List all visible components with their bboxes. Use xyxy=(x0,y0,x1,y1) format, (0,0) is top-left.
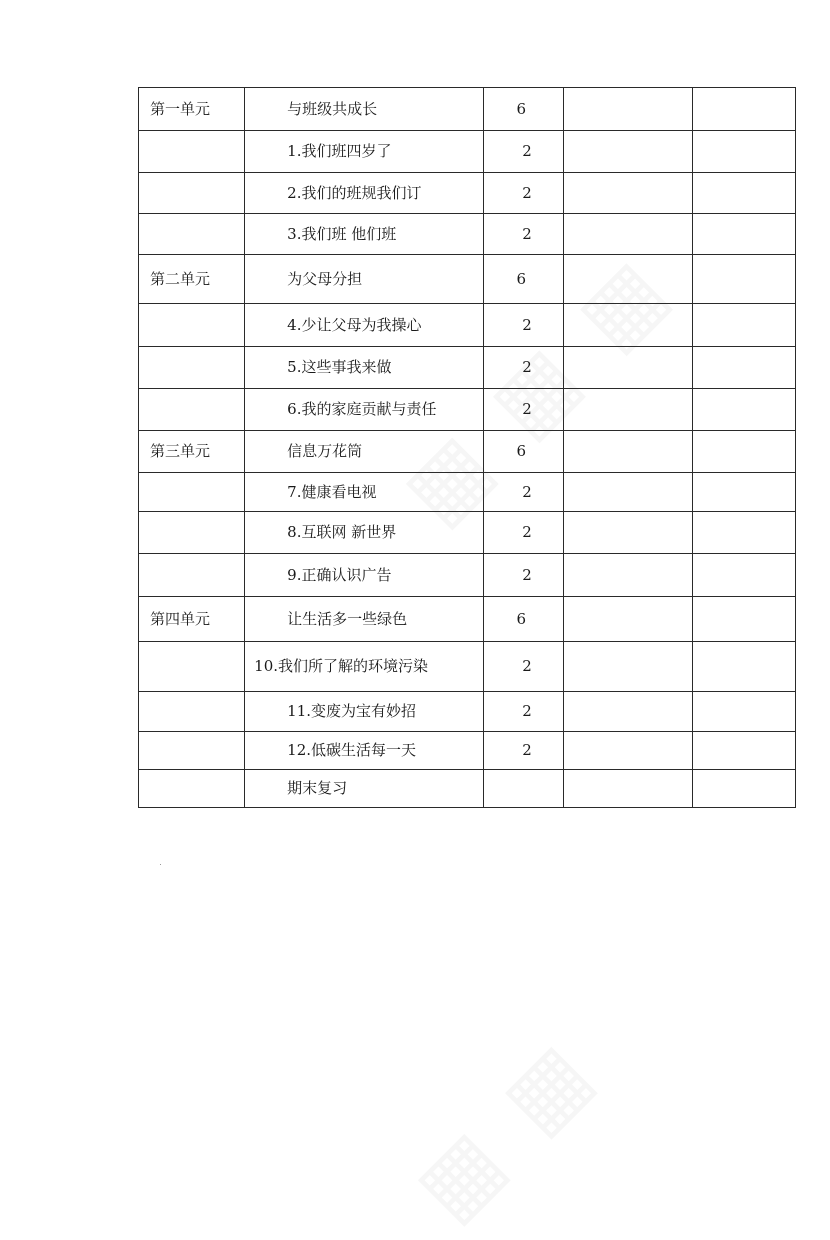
hours-value: 2 xyxy=(522,523,532,541)
lesson-title-cell: 期末复习 xyxy=(245,770,483,808)
unit-cell: 第一单元 xyxy=(139,88,245,131)
empty-cell xyxy=(563,347,692,389)
hours-value: 6 xyxy=(516,609,527,628)
unit-cell: 第四单元 xyxy=(139,597,245,642)
hours-value: 2 xyxy=(522,358,532,376)
hours-value: 6 xyxy=(516,99,527,118)
lesson-row xyxy=(139,173,796,214)
unit-cell xyxy=(139,642,245,692)
lesson-title-cell: 1.我们班四岁了 xyxy=(245,131,483,173)
hours-value: 2 xyxy=(522,224,532,243)
hours-cell xyxy=(483,131,563,173)
unit-cell: 第三单元 xyxy=(139,431,245,473)
lesson-row xyxy=(139,642,796,692)
empty-cell xyxy=(563,214,692,255)
lesson-title-cell: 2.我们的班规我们订 xyxy=(245,173,483,214)
lesson-title-cell: 7.健康看电视 xyxy=(245,473,483,512)
lesson-title-cell: 12.低碳生活每一天 xyxy=(245,732,483,770)
unit-cell xyxy=(139,131,245,173)
hours-cell xyxy=(483,597,563,642)
empty-cell xyxy=(563,431,692,473)
unit-cell xyxy=(139,173,245,214)
unit-cell xyxy=(139,347,245,389)
lesson-title-cell: 6.我的家庭贡献与责任 xyxy=(245,389,483,431)
lesson-row xyxy=(139,554,796,597)
empty-cell xyxy=(692,214,795,255)
empty-cell xyxy=(692,173,795,214)
empty-cell xyxy=(563,304,692,347)
unit-cell xyxy=(139,304,245,347)
unit-row xyxy=(139,88,796,131)
hours-value: 6 xyxy=(516,442,527,460)
unit-cell xyxy=(139,692,245,732)
unit-cell xyxy=(139,389,245,431)
empty-cell xyxy=(563,512,692,554)
empty-cell xyxy=(563,255,692,304)
unit-cell xyxy=(139,473,245,512)
lesson-title-cell: 让生活多一些绿色 xyxy=(245,597,483,642)
empty-cell xyxy=(563,389,692,431)
empty-cell xyxy=(563,692,692,732)
empty-cell xyxy=(692,512,795,554)
unit-row xyxy=(139,770,796,808)
hours-cell xyxy=(483,88,563,131)
empty-cell xyxy=(692,389,795,431)
hours-value: 2 xyxy=(522,183,532,202)
hours-cell xyxy=(483,214,563,255)
lesson-title-cell: 5.这些事我来做 xyxy=(245,347,483,389)
empty-cell xyxy=(692,88,795,131)
lesson-title-cell: 11.变废为宝有妙招 xyxy=(245,692,483,732)
hours-cell xyxy=(483,512,563,554)
empty-cell xyxy=(692,554,795,597)
hours-cell xyxy=(483,431,563,473)
lesson-row xyxy=(139,732,796,770)
lesson-row xyxy=(139,304,796,347)
hours-cell xyxy=(483,770,563,808)
lesson-title-cell: 9.正确认识广告 xyxy=(245,554,483,597)
lesson-title-cell: 与班级共成长 xyxy=(245,88,483,131)
hours-value: 2 xyxy=(522,142,532,160)
hours-cell xyxy=(483,347,563,389)
lesson-row xyxy=(139,131,796,173)
empty-cell xyxy=(692,431,795,473)
lesson-title-cell: 8.互联网 新世界 xyxy=(245,512,483,554)
hours-cell xyxy=(483,473,563,512)
hours-cell xyxy=(483,732,563,770)
hours-cell xyxy=(483,642,563,692)
empty-cell xyxy=(563,642,692,692)
hours-value: 2 xyxy=(522,741,532,759)
empty-cell xyxy=(692,347,795,389)
empty-cell xyxy=(692,131,795,173)
empty-cell xyxy=(692,304,795,347)
hours-value: 2 xyxy=(522,315,532,334)
empty-cell xyxy=(563,473,692,512)
lesson-row xyxy=(139,347,796,389)
hours-cell xyxy=(483,304,563,347)
hours-cell xyxy=(483,692,563,732)
lesson-row xyxy=(139,512,796,554)
hours-value: 2 xyxy=(522,702,532,720)
empty-cell xyxy=(563,88,692,131)
unit-row xyxy=(139,431,796,473)
empty-cell xyxy=(563,173,692,214)
hours-cell xyxy=(483,389,563,431)
hours-value: 2 xyxy=(522,482,532,501)
lesson-row xyxy=(139,692,796,732)
unit-row xyxy=(139,597,796,642)
lesson-plan-table xyxy=(138,87,796,808)
lesson-title-cell: 4.少让父母为我操心 xyxy=(245,304,483,347)
empty-cell xyxy=(692,597,795,642)
empty-cell xyxy=(563,732,692,770)
lesson-row xyxy=(139,389,796,431)
hours-value: 6 xyxy=(516,269,527,288)
lesson-title-cell: 3.我们班 他们班 xyxy=(245,214,483,255)
empty-cell xyxy=(692,255,795,304)
empty-cell xyxy=(692,473,795,512)
hours-cell xyxy=(483,173,563,214)
unit-cell xyxy=(139,214,245,255)
unit-cell xyxy=(139,770,245,808)
unit-cell: 第二单元 xyxy=(139,255,245,304)
lesson-row xyxy=(139,214,796,255)
unit-cell xyxy=(139,512,245,554)
lesson-title-cell: 10.我们所了解的环境污染 xyxy=(245,642,483,692)
hours-value: 2 xyxy=(522,400,532,418)
unit-row xyxy=(139,255,796,304)
hours-value: 2 xyxy=(522,565,532,584)
empty-cell xyxy=(692,642,795,692)
empty-cell xyxy=(692,770,795,808)
lesson-row xyxy=(139,473,796,512)
hours-cell xyxy=(483,255,563,304)
watermark xyxy=(395,1020,615,1240)
unit-cell xyxy=(139,732,245,770)
empty-cell xyxy=(563,131,692,173)
unit-cell xyxy=(139,554,245,597)
lesson-title-cell: 为父母分担 xyxy=(245,255,483,304)
lesson-plan-body xyxy=(139,88,796,808)
hours-value: 2 xyxy=(522,657,532,675)
hours-cell xyxy=(483,554,563,597)
empty-cell xyxy=(692,732,795,770)
empty-cell xyxy=(563,554,692,597)
empty-cell xyxy=(563,597,692,642)
stray-mark xyxy=(160,864,161,865)
empty-cell xyxy=(563,770,692,808)
lesson-title-cell: 信息万花筒 xyxy=(245,431,483,473)
empty-cell xyxy=(692,692,795,732)
